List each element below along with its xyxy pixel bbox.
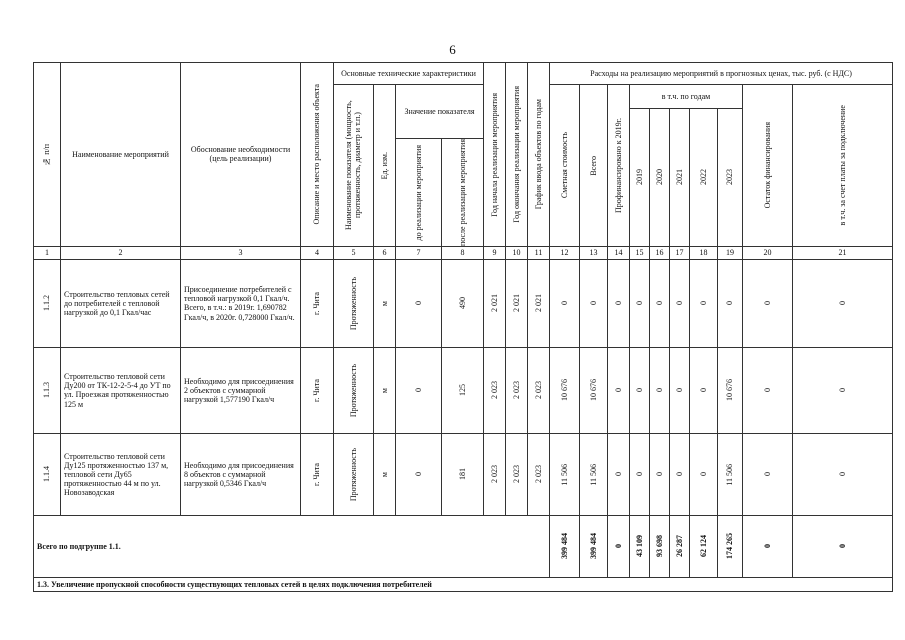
- row-before: 0: [396, 433, 442, 515]
- row-after: 490: [442, 259, 484, 347]
- row-y2021: 0: [670, 347, 690, 433]
- row-indicator: Протяженность: [334, 433, 374, 515]
- row-location: г. Чита: [301, 433, 334, 515]
- header-tech-unit: Ед. изм.: [374, 85, 396, 247]
- col-number: 18: [690, 246, 718, 259]
- row-y2021: 0: [670, 433, 690, 515]
- header-location: Описание и место расположения объекта: [301, 63, 334, 247]
- subtotal-label: Всего по подгруппе 1.1.: [34, 515, 550, 577]
- row-unit: м: [374, 433, 396, 515]
- col-number: 1: [34, 246, 61, 259]
- investment-table: [33, 62, 893, 592]
- header-exp-by-years: в т.ч. по годам: [630, 85, 743, 109]
- row-y2019: 0: [630, 433, 650, 515]
- column-number-row: [34, 246, 893, 259]
- row-name: Строительство тепловой сети Ду125 протяженностью 137 м, тепловой сети Ду65 протяженностью 44 м по ул. Новозаводская: [61, 433, 181, 515]
- row-y2020: 0: [650, 347, 670, 433]
- col-number: 12: [550, 246, 580, 259]
- row-reason: Необходимо для присоединения 2 объектов с суммарной нагрузкой 1,577190 Гкал/ч: [181, 347, 301, 433]
- row-y2020: 0: [650, 259, 670, 347]
- header-num: № п/п: [34, 63, 61, 247]
- row-remaining: 0: [743, 433, 793, 515]
- row-estimate: 0: [550, 259, 580, 347]
- table-row: [34, 433, 893, 515]
- header-year-2019: 2019: [630, 109, 650, 247]
- row-y2022: 0: [690, 347, 718, 433]
- col-number: 8: [442, 246, 484, 259]
- row-after: 181: [442, 433, 484, 515]
- header-tech-indicator: Наименование показателя (мощность, протяженность, диаметр и т.п.): [334, 85, 374, 247]
- subtotal-remaining: 0: [743, 515, 793, 577]
- col-number: 5: [334, 246, 374, 259]
- header-tech-after: после реализации мероприятия: [442, 139, 484, 247]
- subtotal-y2022: 62 124: [690, 515, 718, 577]
- section-title: 1.3. Увеличение пропускной способности существующих тепловых сетей в целях подключения потребителей: [34, 577, 893, 591]
- row-remaining: 0: [743, 259, 793, 347]
- header-tech-value-group: Значение показателя: [396, 85, 484, 139]
- header-tech-before: до реализации мероприятия: [396, 139, 442, 247]
- col-number: 19: [718, 246, 743, 259]
- header-tech-group: Основные технические характеристики: [334, 63, 484, 85]
- subtotal-y2023: 174 265: [718, 515, 743, 577]
- subtotal-y2021: 26 287: [670, 515, 690, 577]
- subtotal-estimate: 399 484: [550, 515, 580, 577]
- col-number: 10: [506, 246, 528, 259]
- col-number: 17: [670, 246, 690, 259]
- row-y2023: 0: [718, 259, 743, 347]
- header-year-2023: 2023: [718, 109, 743, 247]
- col-number: 4: [301, 246, 334, 259]
- row-y2023: 11 506: [718, 433, 743, 515]
- row-location: г. Чита: [301, 259, 334, 347]
- col-number: 13: [580, 246, 608, 259]
- header-connection-fee: в т.ч. за счет платы за подключение: [793, 85, 893, 247]
- row-end: 2 023: [506, 347, 528, 433]
- row-after: 125: [442, 347, 484, 433]
- row-start: 2 021: [484, 259, 506, 347]
- subtotal-y2020: 93 698: [650, 515, 670, 577]
- row-y2019: 0: [630, 347, 650, 433]
- row-schedule: 2 023: [528, 347, 550, 433]
- row-end: 2 023: [506, 433, 528, 515]
- row-name: Строительство тепловых сетей до потребителей с тепловой нагрузкой до 0,1 Гкал/час: [61, 259, 181, 347]
- header-exp-prefinanced: Профинансировано к 2019г.: [608, 85, 630, 247]
- header-exp-estimate: Сметная стоимость: [550, 85, 580, 247]
- row-unit: м: [374, 347, 396, 433]
- row-y2022: 0: [690, 433, 718, 515]
- row-fee: 0: [793, 347, 893, 433]
- row-total: 11 506: [580, 433, 608, 515]
- subtotal-fee: 0: [793, 515, 893, 577]
- table-row: [34, 347, 893, 433]
- subtotal-total: 399 484: [580, 515, 608, 577]
- row-num: 1.1.2: [34, 259, 61, 347]
- row-end: 2 021: [506, 259, 528, 347]
- subtotal-prefinanced: 0: [608, 515, 630, 577]
- header-year-2020: 2020: [650, 109, 670, 247]
- row-fee: 0: [793, 259, 893, 347]
- row-unit: м: [374, 259, 396, 347]
- header-name: Наименование мероприятий: [61, 63, 181, 247]
- page-number: 6: [449, 42, 456, 57]
- col-number: 11: [528, 246, 550, 259]
- row-y2023: 10 676: [718, 347, 743, 433]
- row-before: 0: [396, 259, 442, 347]
- col-number: 20: [743, 246, 793, 259]
- row-schedule: 2 021: [528, 259, 550, 347]
- row-num: 1.1.3: [34, 347, 61, 433]
- col-number: 7: [396, 246, 442, 259]
- row-fee: 0: [793, 433, 893, 515]
- section-row: [34, 577, 893, 591]
- col-number: 6: [374, 246, 396, 259]
- subtotal-row: [34, 515, 893, 577]
- col-number: 14: [608, 246, 630, 259]
- col-number: 9: [484, 246, 506, 259]
- header-end-year: Год окончания реализации мероприятия: [506, 63, 528, 247]
- row-location: г. Чита: [301, 347, 334, 433]
- row-y2022: 0: [690, 259, 718, 347]
- row-y2019: 0: [630, 259, 650, 347]
- header-year-2022: 2022: [690, 109, 718, 247]
- row-total: 0: [580, 259, 608, 347]
- row-remaining: 0: [743, 347, 793, 433]
- col-number: 21: [793, 246, 893, 259]
- row-total: 10 676: [580, 347, 608, 433]
- header-exp-total: Всего: [580, 85, 608, 247]
- row-reason: Необходимо для присоединения 8 объектов с суммарной нагрузкой 0,5346 Гкал/ч: [181, 433, 301, 515]
- row-y2021: 0: [670, 259, 690, 347]
- header-start-year: Год начала реализации мероприятия: [484, 63, 506, 247]
- row-indicator: Протяженность: [334, 347, 374, 433]
- row-name: Строительство тепловой сети Ду200 от ТК-12-2-5-4 до УТ по ул. Проезжая протяженностью 125 м: [61, 347, 181, 433]
- col-number: 15: [630, 246, 650, 259]
- row-prefinanced: 0: [608, 347, 630, 433]
- row-prefinanced: 0: [608, 259, 630, 347]
- subtotal-y2019: 43 109: [630, 515, 650, 577]
- header-reason: Обоснование необходимости (цель реализации): [181, 63, 301, 247]
- row-before: 0: [396, 347, 442, 433]
- header-remaining: Остаток финансирования: [743, 85, 793, 247]
- row-num: 1.1.4: [34, 433, 61, 515]
- row-indicator: Протяженность: [334, 259, 374, 347]
- col-number: 16: [650, 246, 670, 259]
- row-y2020: 0: [650, 433, 670, 515]
- row-reason: Присоединение потребителей с тепловой нагрузкой 0,1 Гкал/ч. Всего, в т.ч.: в 2019г. 1,690782 Гкал/ч, в 2020г. 0,728000 Гкал/ч.: [181, 259, 301, 347]
- row-start: 2 023: [484, 347, 506, 433]
- row-estimate: 10 676: [550, 347, 580, 433]
- row-start: 2 023: [484, 433, 506, 515]
- row-estimate: 11 506: [550, 433, 580, 515]
- col-number: 3: [181, 246, 301, 259]
- header-year-2021: 2021: [670, 109, 690, 247]
- row-schedule: 2 023: [528, 433, 550, 515]
- row-prefinanced: 0: [608, 433, 630, 515]
- table-row: [34, 259, 893, 347]
- header-schedule: График ввода объектов по годам: [528, 63, 550, 247]
- header-expenses-group: Расходы на реализацию мероприятий в прогнозных ценах, тыс. руб. (с НДС): [550, 63, 893, 85]
- col-number: 2: [61, 246, 181, 259]
